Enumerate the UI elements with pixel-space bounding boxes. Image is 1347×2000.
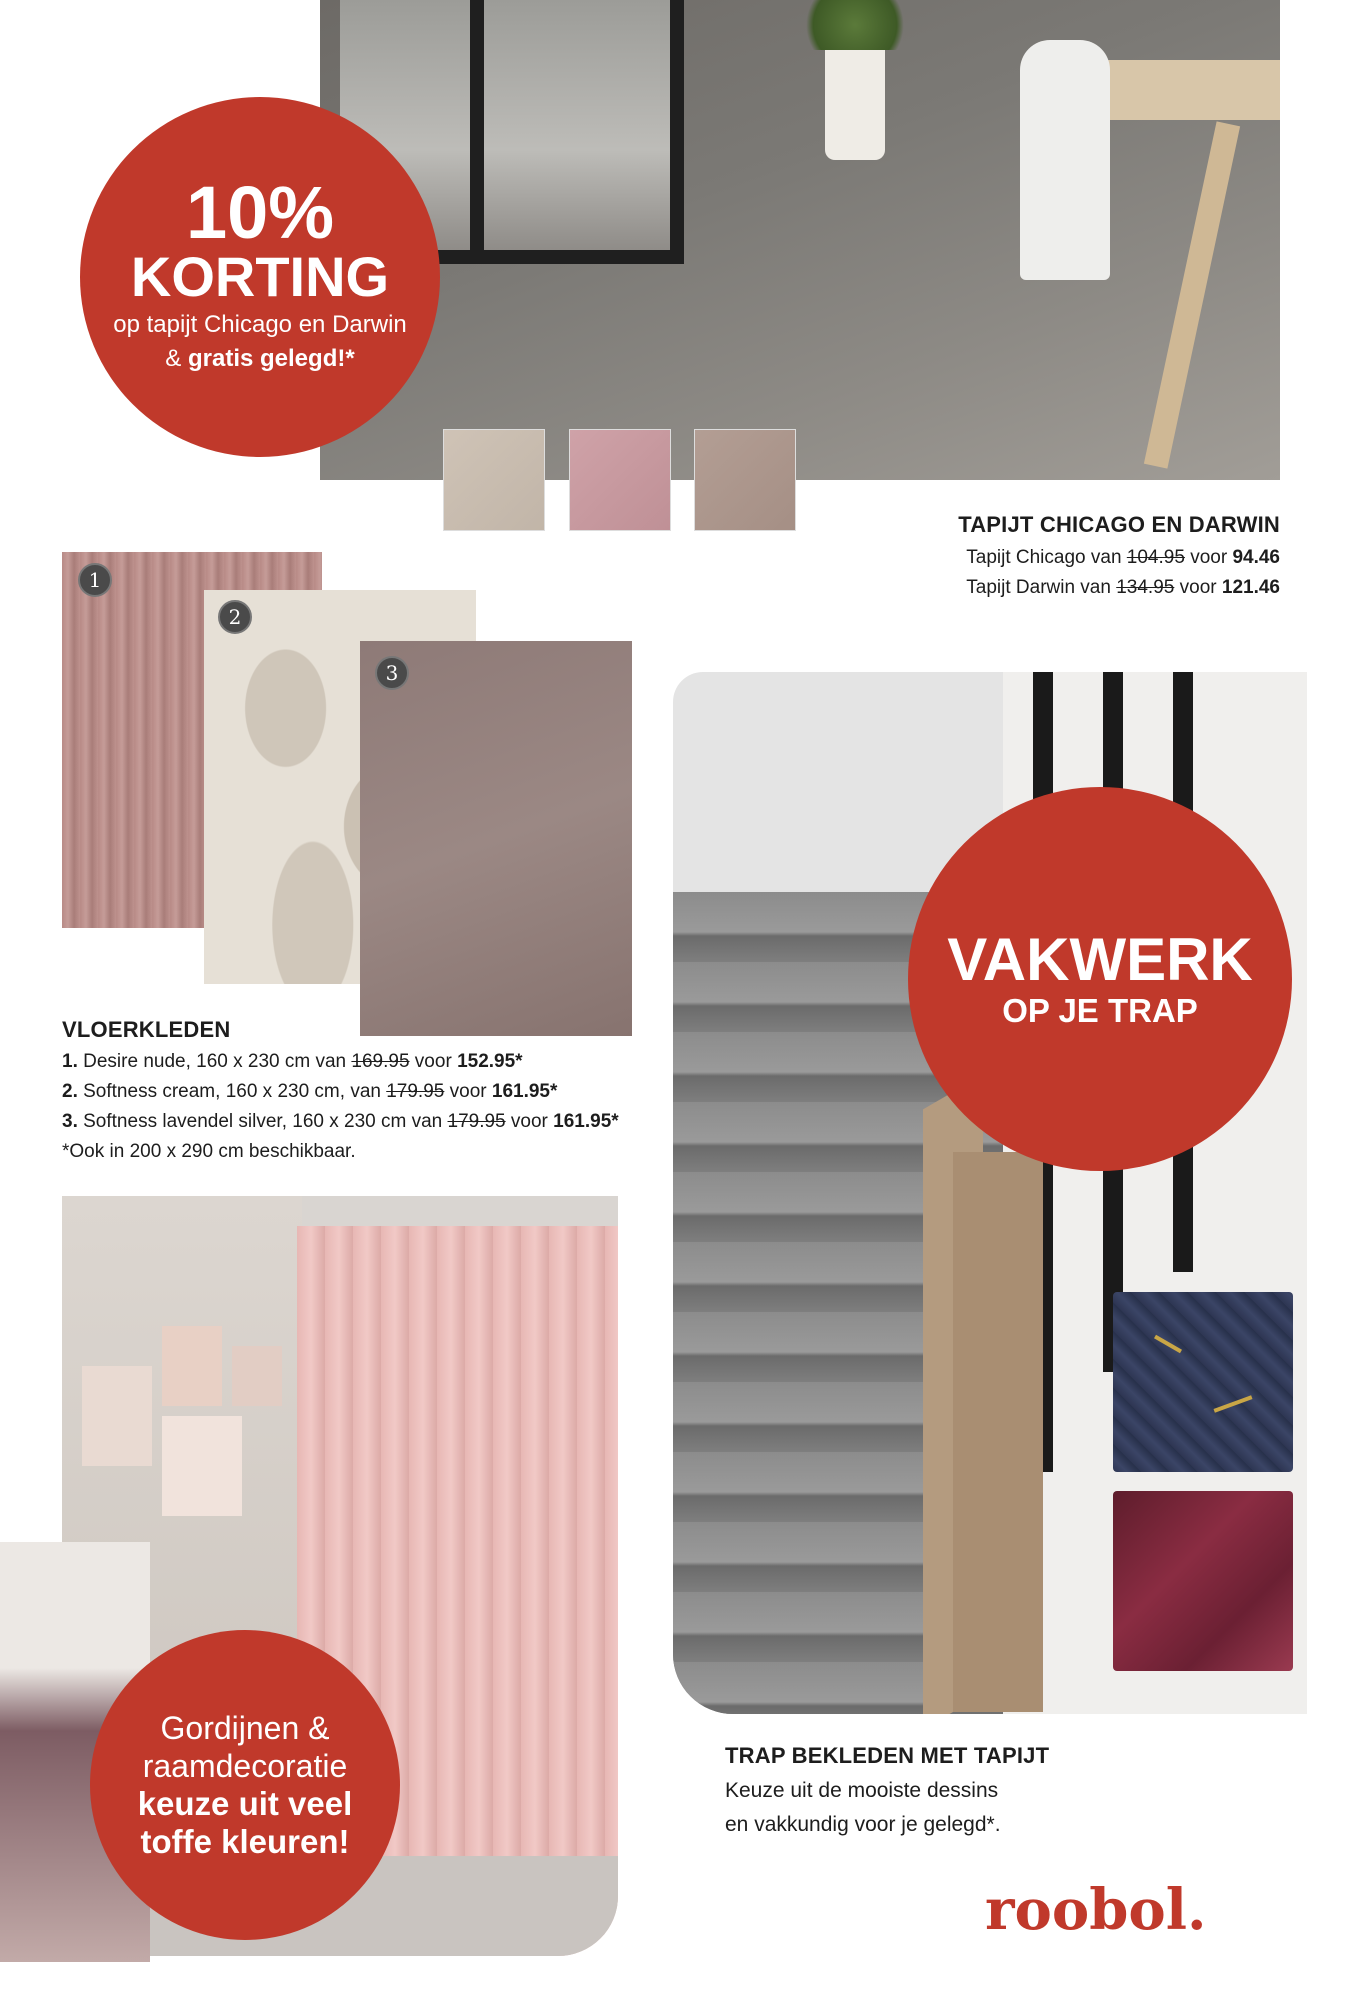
fabric-sample-blue (1113, 1292, 1293, 1472)
chicago-price-line: Tapijt Chicago van 104.95 voor 94.46 (966, 547, 1280, 568)
rug-line-1: 1. Desire nude, 160 x 230 cm van 169.95 voor 152.95* (62, 1051, 523, 1072)
rug-line-3: 3. Softness lavendel silver, 160 x 230 cm van 179.95 voor 161.95* (62, 1111, 619, 1132)
curtains-line-2: raamdecoratie (142, 1748, 348, 1784)
rugs-note: *Ook in 200 x 290 cm beschikbaar. (62, 1141, 356, 1162)
stairs-line-2: en vakkundig voor je gelegd*. (725, 1813, 1001, 1836)
hero-room-photo (320, 0, 1280, 480)
darwin-price-line: Tapijt Darwin van 134.95 voor 121.46 (966, 577, 1280, 598)
discount-percent: 10% (185, 171, 335, 254)
table-image (1100, 60, 1280, 120)
curtains-line-1: Gordijnen & (160, 1710, 330, 1746)
rug-number-2: 2 (218, 600, 252, 634)
rugs-block (62, 1013, 619, 1167)
curtains-badge (90, 1630, 400, 1940)
swatch-taupe (694, 429, 796, 531)
rug-number-3: 3 (375, 656, 409, 690)
chicago-darwin-block (958, 507, 1280, 603)
roobol-logo: roobol. (985, 1877, 1207, 1943)
stairs-title: TRAP BEKLEDEN MET TAPIJT (725, 1743, 1050, 1768)
vakwerk-subtitle: OP JE TRAP (1002, 992, 1198, 1029)
rugs-title: VLOERKLEDEN (62, 1017, 231, 1042)
swatch-beige (443, 429, 545, 531)
stairs-line-1: Keuze uit de mooiste dessins (725, 1779, 999, 1802)
stairs-block (725, 1738, 1049, 1842)
discount-word: KORTING (130, 245, 390, 308)
curtains-line-3: keuze uit veel (137, 1785, 353, 1822)
vakwerk-title: VAKWERK (947, 926, 1253, 993)
discount-line-1: op tapijt Chicago en Darwin (113, 311, 407, 338)
swatch-pink (569, 429, 671, 531)
vakwerk-badge (908, 787, 1292, 1171)
discount-badge (80, 97, 440, 457)
chicago-darwin-title: TAPIJT CHICAGO EN DARWIN (958, 512, 1280, 537)
discount-line-2: & gratis gelegd!* (165, 345, 355, 372)
rug-number-1: 1 (78, 563, 112, 597)
rug-softness-lavendel (360, 641, 632, 1036)
rug-line-2: 2. Softness cream, 160 x 230 cm, van 179.95 voor 161.95* (62, 1081, 558, 1102)
frames-image (82, 1326, 282, 1516)
curtains-line-4: toffe kleuren! (140, 1823, 350, 1860)
fabric-sample-burgundy (1113, 1491, 1293, 1671)
